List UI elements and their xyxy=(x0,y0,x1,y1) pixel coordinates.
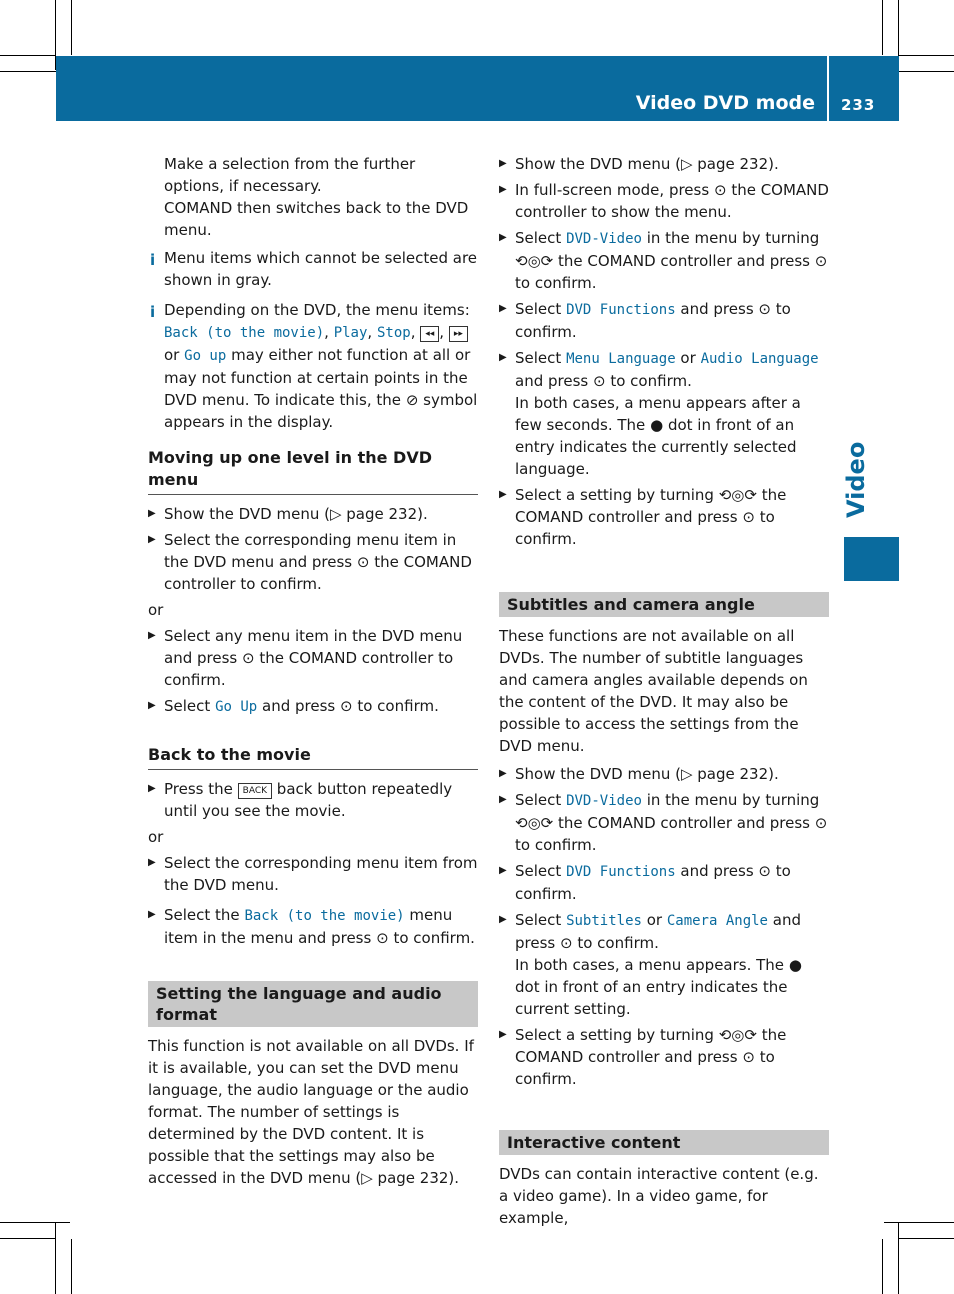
crop-mark xyxy=(884,1222,954,1223)
step: ▶ Select a setting by turning ⟲◎⟳ the COMAND controller and press ⊙ to confirm. xyxy=(499,1024,829,1090)
crop-mark xyxy=(898,1222,899,1294)
turn-controller-icon: ⟲◎⟳ xyxy=(515,252,554,270)
arrow-icon: ▷ xyxy=(329,505,342,523)
step: ▶ Select the corresponding menu item from the DVD menu. xyxy=(148,852,478,896)
crop-mark xyxy=(882,1239,883,1294)
page-title: Video DVD mode xyxy=(635,92,815,114)
crop-mark xyxy=(899,55,954,56)
press-controller-icon: ⊙ xyxy=(356,553,370,571)
side-tab-label: Video xyxy=(842,441,870,518)
paragraph: DVDs can contain interactive content (e.g. a video game). In a video game, for example, xyxy=(499,1165,819,1227)
rewind-icon: ◂◂ xyxy=(420,326,439,342)
page-header xyxy=(56,56,899,121)
press-controller-icon: ⊙ xyxy=(742,508,755,526)
dot-icon: ● xyxy=(650,416,664,434)
menu-item-dvd-functions: DVD Functions xyxy=(566,302,676,318)
menu-item-dvd-functions: DVD Functions xyxy=(566,864,676,880)
press-controller-icon: ⊙ xyxy=(593,372,606,390)
arrow-icon: ▷ xyxy=(680,765,693,783)
dot-icon: ● xyxy=(788,956,802,974)
arrow-icon: ▷ xyxy=(361,1169,373,1187)
step: ▶ Select a setting by turning ⟲◎⟳ the COMAND controller and press ⊙ to confirm. xyxy=(499,484,829,550)
step: ▶ Select the Back (to the movie) menu item in the menu and press ⊙ to confirm. xyxy=(148,904,478,949)
arrow-icon: ▷ xyxy=(680,155,693,173)
press-controller-icon: ⊙ xyxy=(814,252,828,270)
menu-item-go-up: Go Up xyxy=(215,699,258,715)
or-text: or xyxy=(148,828,164,846)
press-controller-icon: ⊙ xyxy=(814,814,828,832)
step: ▶ Select DVD-Video in the menu by turning ⟲◎⟳ the COMAND controller and press ⊙ to confirm. xyxy=(499,789,829,856)
crop-mark xyxy=(899,1238,954,1239)
menu-item-back-movie: Back (to the movie) xyxy=(244,908,405,924)
crop-mark xyxy=(882,0,883,55)
menu-item-subtitles: Subtitles xyxy=(566,913,642,929)
menu-item-dvd-video: DVD-Video xyxy=(566,231,642,247)
menu-item-play: Play xyxy=(333,325,368,341)
info-note xyxy=(148,247,478,291)
press-controller-icon: ⊙ xyxy=(376,929,389,947)
press-controller-icon: ⊙ xyxy=(758,862,771,880)
step: ▶ Select Go Up and press ⊙ to confirm. xyxy=(148,695,478,718)
info-icon: i xyxy=(150,303,156,321)
step: ▶ Select DVD Functions and press ⊙ to confirm. xyxy=(499,860,829,905)
press-controller-icon: ⊙ xyxy=(560,934,573,952)
press-controller-icon: ⊙ xyxy=(713,181,727,199)
info-text: or xyxy=(164,346,180,364)
press-controller-icon: ⊙ xyxy=(340,697,353,715)
info-text: Menu items which cannot be selected are shown in gray. xyxy=(164,249,478,289)
turn-controller-icon: ⟲◎⟳ xyxy=(515,814,554,832)
paragraph: This function is not available on all DVDs. If it is available, you can set the DVD menu language, the audio language or the audio format. The number of settings is determined by the DVD content. It is possible that the settings may also be accessed in the DVD menu (▷ page 232). xyxy=(148,1037,474,1187)
info-icon: i xyxy=(150,251,156,269)
press-controller-icon: ⊙ xyxy=(742,1048,755,1066)
crop-mark xyxy=(0,55,55,56)
crop-mark xyxy=(0,1222,70,1223)
paragraph: Make a selection from the further options, if necessary. xyxy=(164,155,416,195)
crop-mark xyxy=(0,1238,55,1239)
turn-controller-icon: ⟲◎⟳ xyxy=(718,1026,757,1044)
paragraph: These functions are not available on all DVDs. The number of subtitle languages and camera angles available depends on the content of the DVD. It may also be possible to access the settings from the DVD menu. xyxy=(499,627,808,755)
info-text: may either not function at all or may not function at certain points in the DVD menu. To indicate this, the xyxy=(164,346,471,409)
section-heading: Subtitles and camera angle xyxy=(499,592,829,617)
right-column xyxy=(499,153,829,1229)
press-controller-icon: ⊙ xyxy=(242,649,255,667)
section-heading: Setting the language and audio format xyxy=(148,981,478,1027)
section-heading: Back to the movie xyxy=(148,744,478,770)
menu-item-dvd-video: DVD-Video xyxy=(566,793,642,809)
step: ▶ Show the DVD menu (▷ page 232). xyxy=(499,153,829,175)
page-number: 233 xyxy=(841,96,876,114)
step: ▶ In full-screen mode, press ⊙ the COMAND controller to show the menu. xyxy=(499,179,829,223)
crop-mark xyxy=(71,1239,72,1294)
crop-mark xyxy=(55,1222,56,1294)
step: ▶ Select DVD-Video in the menu by turning ⟲◎⟳ the COMAND controller and press ⊙ to confirm. xyxy=(499,227,829,294)
step: ▶ Select DVD Functions and press ⊙ to confirm. xyxy=(499,298,829,343)
or-text: or xyxy=(148,601,164,619)
crop-mark xyxy=(71,0,72,55)
menu-item-stop: Stop xyxy=(376,325,411,341)
step: ▶ Select the corresponding menu item in the DVD menu and press ⊙ the COMAND controller to confirm. xyxy=(148,529,478,595)
back-button-icon: BACK xyxy=(238,783,272,799)
info-text: Depending on the DVD, the menu items: xyxy=(164,301,470,319)
step: ▶ Show the DVD menu (▷ page 232). xyxy=(148,503,478,525)
header-divider xyxy=(827,56,829,121)
menu-item-go-up: Go up xyxy=(184,348,227,364)
turn-controller-icon: ⟲◎⟳ xyxy=(718,486,757,504)
info-text: symbol appears in the display. xyxy=(164,391,478,431)
menu-item-menu-language: Menu Language xyxy=(566,351,676,367)
info-note: i Depending on the DVD, the menu items: Back (to the movie), Play, Stop, ◂◂ , ▸▸ or Go up may either not function at all or may not function at certain points in the DVD menu. To indicate this, the ⊘ symbol appears in the display. xyxy=(150,301,478,431)
press-controller-icon: ⊙ xyxy=(758,300,771,318)
section-heading: Interactive content xyxy=(499,1130,829,1155)
step: ▶ Show the DVD menu (▷ page 232). xyxy=(499,763,829,785)
menu-item-audio-language: Audio Language xyxy=(700,351,819,367)
step: ▶ Press the BACK back button repeatedly until you see the movie. xyxy=(148,778,478,822)
menu-item-camera-angle: Camera Angle xyxy=(666,913,768,929)
step: ▶ Select any menu item in the DVD menu and press ⊙ the COMAND controller to confirm. xyxy=(148,625,478,691)
fast-forward-icon: ▸▸ xyxy=(449,326,468,342)
left-column xyxy=(148,153,478,1189)
step: ▶ Select Subtitles or Camera Angle and press ⊙ to confirm. In both cases, a menu appears. The ● dot in front of an entry indicates the current setting. xyxy=(499,909,829,1020)
side-tab xyxy=(844,537,899,581)
menu-item-back-movie: Back (to the movie) xyxy=(164,325,325,341)
no-entry-icon: ⊘ xyxy=(405,391,419,409)
step: ▶ Select Menu Language or Audio Language and press ⊙ to confirm. In both cases, a menu appears after a few seconds. The ● dot in front of an entry indicates the currently selected language. xyxy=(499,347,829,480)
section-heading: Moving up one level in the DVD menu xyxy=(148,447,478,495)
paragraph: COMAND then switches back to the DVD menu. xyxy=(164,199,469,239)
